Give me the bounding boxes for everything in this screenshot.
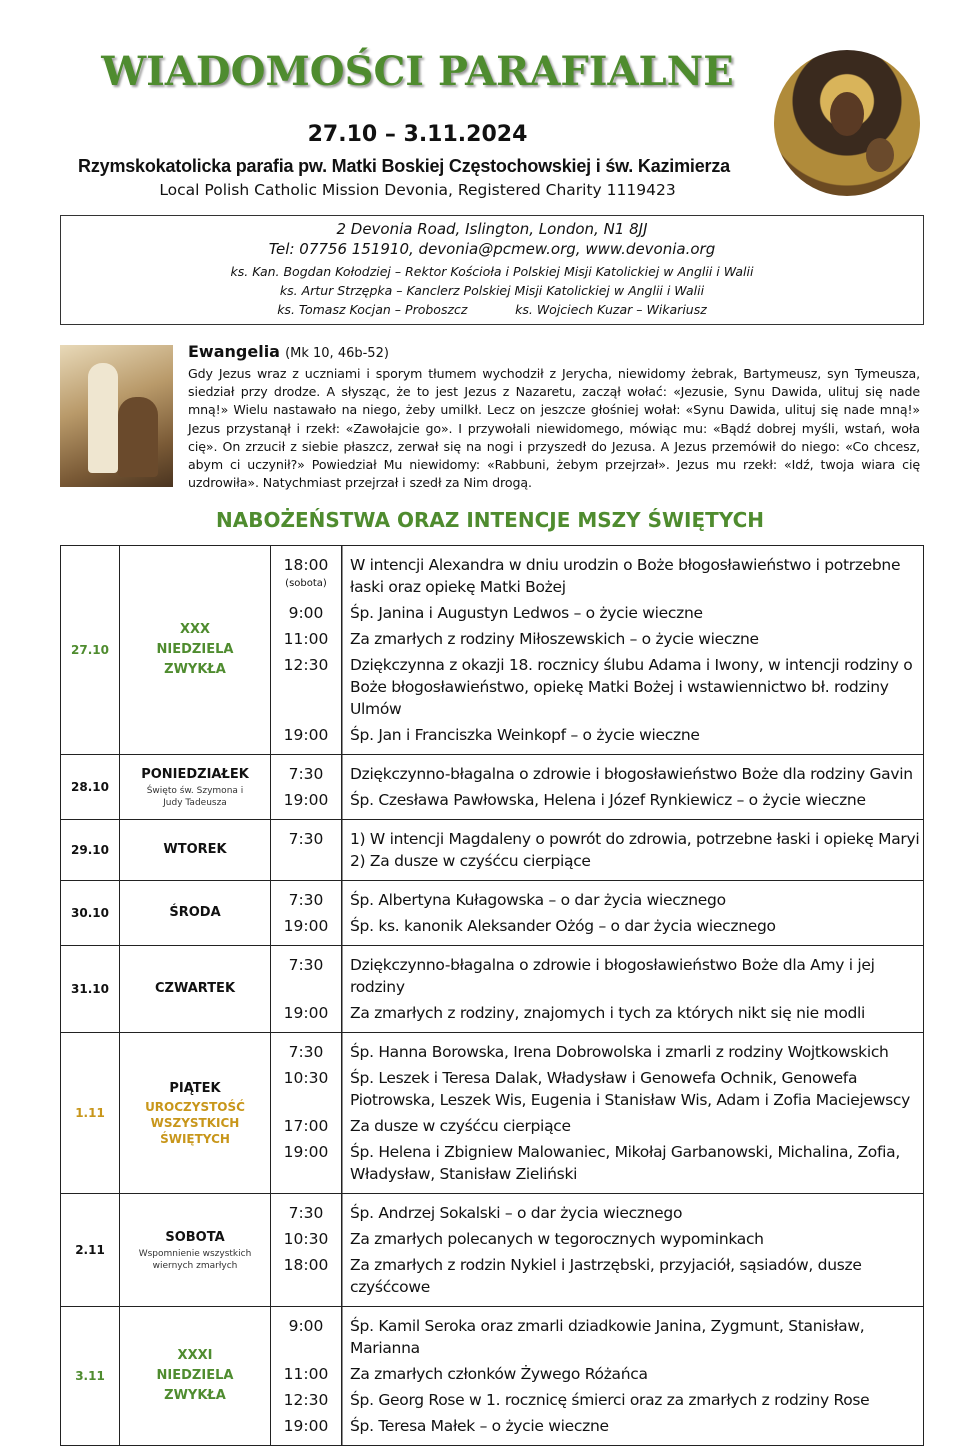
mass-time: 7:30	[288, 1043, 324, 1061]
row-day	[120, 546, 271, 755]
mass-time-cell	[271, 1065, 341, 1113]
feast-subtitle: Święto św. Szymona i Judy Tadeusza	[146, 786, 244, 808]
mass-entry	[271, 1039, 923, 1065]
mass-time: 7:30	[288, 956, 324, 974]
schedule-row	[61, 820, 924, 881]
madonna-icon-image	[774, 50, 920, 196]
mass-time-cell	[271, 1226, 341, 1252]
row-date: 28.10	[61, 755, 120, 820]
mass-intention: Śp. Jan i Franciszka Weinkopf – o życie wieczne	[350, 726, 700, 744]
mass-time: 17:00	[283, 1117, 329, 1135]
mass-intention: 1) W intencji Magdaleny o powrót do zdrowia, potrzebne łaski i opiekę Maryi 2) Za dusze w czyśćcu cierpiące	[350, 830, 920, 870]
mass-intention: Za dusze w czyśćcu cierpiące	[350, 1117, 571, 1135]
mass-entry	[271, 626, 923, 652]
day-label: ZWYKŁA	[164, 1388, 226, 1403]
mass-time: 19:00	[283, 1143, 329, 1161]
mass-entry	[271, 1065, 923, 1113]
gospel-reference: (Mk 10, 46b-52)	[285, 346, 389, 361]
mass-time: 12:30	[283, 656, 329, 674]
row-day	[120, 755, 271, 820]
day-label: XXXI	[177, 1348, 213, 1363]
section-title: NABOŻEŃSTWA ORAZ INTENCJE MSZY ŚWIĘTYCH	[216, 508, 764, 532]
mass-list	[271, 1033, 924, 1194]
mass-entry	[271, 652, 923, 722]
mass-entry	[271, 1113, 923, 1139]
day-label: ZWYKŁA	[164, 662, 226, 677]
day-label: SOBOTA	[165, 1230, 225, 1245]
mass-time: 9:00	[288, 1317, 324, 1335]
schedule-row	[61, 546, 924, 755]
mass-intention: Śp. Kamil Seroka oraz zmarli dziadkowie Janina, Zygmunt, Stanisław, Marianna	[350, 1317, 865, 1357]
mass-time-cell	[271, 952, 341, 1000]
mass-intention: Śp. Czesława Pawłowska, Helena i Józef Rynkiewicz – o życie wieczne	[350, 791, 866, 809]
mass-time-cell	[271, 913, 341, 939]
mass-entry	[271, 1387, 923, 1413]
row-day	[120, 1307, 271, 1446]
mass-time-cell	[271, 787, 341, 813]
mass-intention: Śp. Hanna Borowska, Irena Dobrowolska i zmarli z rodziny Wojtkowskich	[350, 1043, 889, 1061]
mass-intention: Dziękczynno-błagalna o zdrowie i błogosławieństwo Boże dla Amy i jej rodziny	[350, 956, 875, 996]
mass-time: 19:00	[283, 726, 329, 744]
mass-time-cell	[271, 626, 341, 652]
gospel-text: Gdy Jezus wraz z uczniami i sporym tłumem wychodził z Jerycha, niewidomy żebrak, Bartymeusz, syn Tymeusza, siedział przy drodze. A słysząc, że to jest Jezus z Nazaretu, zaczął wołać: «Jezusie, Synu Dawida, ulituj się nade mną!» Wielu nastawało na niego, żeby umilkł. Lecz on jeszcze głośniej wołał: «Synu Dawida, ulituj się nade mną!» Jezus przystanął i rzekł: «Zawołajcie go». I przywołali niewidomego, mówiąc mu: «Bądź dobrej myśli, wstań, woła cię». On zrzucił z siebie płaszcz, zerwał się na nogi i przyszedł do Jezusa. A Jezus przemówił do niego: «Co chcesz, abym ci uczynił?» Powiedział Mu niewidomy: «Rabbuni, żebym przejrzał». Jezus mu rzekł: «Idź, twoja wiara cię uzdrowiła». Natychmiast przejrzał i szedł za Nim drogą.	[188, 366, 920, 491]
mass-time-cell	[271, 1039, 341, 1065]
row-day	[120, 1194, 271, 1307]
schedule-row	[61, 755, 924, 820]
mass-intention: Za zmarłych z rodziny, znajomych i tych za których nikt się nie modli	[350, 1004, 866, 1022]
clergy-parish: ks. Tomasz Kocjan – Proboszcz ks. Wojciech Kuzar – Wikariusz	[277, 302, 707, 317]
mass-list	[271, 755, 924, 820]
mass-intention: Śp. Georg Rose w 1. rocznicę śmierci oraz za zmarłych z rodziny Rose	[350, 1391, 870, 1409]
mass-time-cell	[271, 1200, 341, 1226]
schedule-row	[61, 881, 924, 946]
mass-list	[271, 820, 924, 881]
day-label: CZWARTEK	[154, 981, 236, 996]
feast-subtitle: Wspomnienie wszystkich wiernych zmarłych	[138, 1249, 252, 1271]
row-day	[120, 946, 271, 1033]
mass-time-cell	[271, 722, 341, 748]
clergy-rector: ks. Kan. Bogdan Kołodziej – Rektor Kościoła i Polskiej Misji Katolickiej w Anglii i Walii	[230, 264, 754, 279]
mass-entry	[271, 826, 923, 874]
mass-time-cell	[271, 1000, 341, 1026]
mass-intention: Śp. ks. kanonik Aleksander Ożóg – o dar życia wiecznego	[350, 917, 776, 935]
mass-entry	[271, 1252, 923, 1300]
day-label: XXX	[179, 622, 211, 637]
date-range: 27.10 – 3.11.2024	[307, 122, 528, 147]
mass-intention: Śp. Helena i Zbigniew Malowaniec, Mikołaj Garbanowski, Michalina, Zofia, Władysław, Stanisław Zieliński	[350, 1143, 900, 1183]
mass-entry	[271, 913, 923, 939]
mass-entry	[271, 722, 923, 748]
mass-time: 7:30	[288, 830, 324, 848]
row-date: 30.10	[61, 881, 120, 946]
mass-entry	[271, 1413, 923, 1439]
mass-time-cell	[271, 1252, 341, 1300]
mass-schedule-table	[60, 545, 924, 1446]
mass-entry	[271, 952, 923, 1000]
feast-label: WSZYSTKICH	[150, 1116, 240, 1130]
mass-time-cell	[271, 887, 341, 913]
mass-time: 11:00	[283, 1365, 329, 1383]
charity-line: Local Polish Catholic Mission Devonia, Registered Charity 1119423	[159, 181, 676, 199]
mass-time: 19:00	[283, 1417, 329, 1435]
mass-time: 19:00	[283, 1004, 329, 1022]
mass-intention: Śp. Albertyna Kułagowska – o dar życia wiecznego	[350, 891, 726, 909]
clergy-chancellor: ks. Artur Strzępka – Kanclerz Polskiej Misji Katolickiej w Anglii i Walii	[279, 283, 705, 298]
schedule-row	[61, 1307, 924, 1446]
mass-entry	[271, 552, 923, 600]
mass-time: 7:30	[288, 1204, 324, 1222]
mass-entry	[271, 1139, 923, 1187]
mass-time: 11:00	[283, 630, 329, 648]
row-date: 29.10	[61, 820, 120, 881]
mass-intention: Śp. Janina i Augustyn Ledwos – o życie wieczne	[350, 604, 703, 622]
mass-list	[271, 946, 924, 1033]
mass-time-cell	[271, 1361, 341, 1387]
address: 2 Devonia Road, Islington, London, N1 8JJ	[336, 220, 648, 238]
mass-list	[271, 1194, 924, 1307]
mass-time: 10:30	[283, 1230, 329, 1248]
mass-time: 18:00	[283, 556, 329, 574]
row-date: 27.10	[61, 546, 120, 755]
mass-time: 19:00	[283, 791, 329, 809]
mass-entry	[271, 1200, 923, 1226]
mass-intention: Za zmarłych z rodziny Miłoszewskich – o życie wieczne	[350, 630, 759, 648]
mass-time-cell	[271, 552, 341, 600]
row-date: 2.11	[61, 1194, 120, 1307]
feast-label: UROCZYSTOŚĆ	[145, 1100, 245, 1114]
mass-time-cell	[271, 1413, 341, 1439]
mass-entry	[271, 600, 923, 626]
mass-time: 19:00	[283, 917, 329, 935]
mass-entry	[271, 1226, 923, 1252]
mass-entry	[271, 1000, 923, 1026]
mass-time-cell	[271, 826, 341, 874]
mass-list	[271, 1307, 924, 1446]
mass-intention: Za zmarłych polecanych w tegorocznych wypominkach	[350, 1230, 764, 1248]
day-label: PIĄTEK	[169, 1081, 221, 1096]
gospel-section	[188, 342, 920, 492]
row-day	[120, 881, 271, 946]
mass-entry	[271, 1361, 923, 1387]
mass-entry	[271, 1313, 923, 1361]
day-label: WTOREK	[163, 842, 227, 857]
mass-intention: Śp. Teresa Małek – o życie wieczne	[350, 1417, 609, 1435]
gospel-heading: Ewangelia	[188, 342, 280, 361]
mass-list	[271, 546, 924, 755]
mass-time: 10:30	[283, 1069, 329, 1087]
mass-intention: Dziękczynno-błagalna o zdrowie i błogosławieństwo Boże dla rodziny Gavin	[350, 765, 913, 783]
bulletin-title: WIADOMOŚCI PARAFIALNE	[101, 48, 734, 95]
mass-time: 12:30	[283, 1391, 329, 1409]
mass-time: 18:00	[283, 1256, 329, 1274]
mass-time: 7:30	[288, 765, 324, 783]
contact-box	[60, 215, 924, 325]
mass-time-cell	[271, 600, 341, 626]
day-label: NIEDZIELA	[156, 1368, 234, 1383]
mass-intention: Za zmarłych z rodzin Nykiel i Jastrzębski, przyjaciół, sąsiadów, dusze czyśćcowe	[350, 1256, 862, 1296]
gospel-image	[60, 345, 173, 487]
mass-note: (sobota)	[285, 578, 327, 589]
mass-entry	[271, 887, 923, 913]
feast-label: ŚWIĘTYCH	[160, 1132, 230, 1146]
row-day	[120, 820, 271, 881]
phone-email-web: Tel: 07756 151910, devonia@pcmew.org, www.devonia.org	[268, 240, 716, 258]
mass-entry	[271, 761, 923, 787]
row-day	[120, 1033, 271, 1194]
schedule-row	[61, 946, 924, 1033]
mass-intention: Dziękczynna z okazji 18. rocznicy ślubu Adama i Iwony, w intencji rodziny o Boże błogosławieństwo, opiekę Matki Bożej i wstawiennictwo bł. rodziny Ulmów	[350, 656, 913, 718]
schedule-row	[61, 1194, 924, 1307]
mass-time-cell	[271, 1313, 341, 1361]
parish-name: Rzymskokatolicka parafia pw. Matki Boskiej Częstochowskiej i św. Kazimierza	[78, 156, 730, 176]
mass-time-cell	[271, 652, 341, 722]
mass-time: 9:00	[288, 604, 324, 622]
row-date: 31.10	[61, 946, 120, 1033]
mass-time-cell	[271, 1113, 341, 1139]
mass-time-cell	[271, 1387, 341, 1413]
mass-time-cell	[271, 1139, 341, 1187]
row-date: 3.11	[61, 1307, 120, 1446]
mass-entry	[271, 787, 923, 813]
day-label: NIEDZIELA	[156, 642, 234, 657]
mass-time: 7:30	[288, 891, 324, 909]
mass-intention: W intencji Alexandra w dniu urodzin o Boże błogosławieństwo i potrzebne łaski oraz opiekę Matki Bożej	[350, 556, 901, 596]
mass-intention: Śp. Leszek i Teresa Dalak, Władysław i Genowefa Ochnik, Genowefa Piotrowska, Leszek Wis, Eugenia i Stanisław Wis, Adam i Zofia Maciejewscy	[350, 1069, 910, 1109]
day-label: PONIEDZIAŁEK	[141, 767, 249, 782]
mass-intention: Śp. Andrzej Sokalski – o dar życia wiecznego	[350, 1204, 683, 1222]
mass-time-cell	[271, 761, 341, 787]
schedule-row	[61, 1033, 924, 1194]
day-label: ŚRODA	[169, 905, 221, 920]
mass-intention: Za zmarłych członków Żywego Różańca	[350, 1365, 648, 1383]
mass-list	[271, 881, 924, 946]
row-date: 1.11	[61, 1033, 120, 1194]
